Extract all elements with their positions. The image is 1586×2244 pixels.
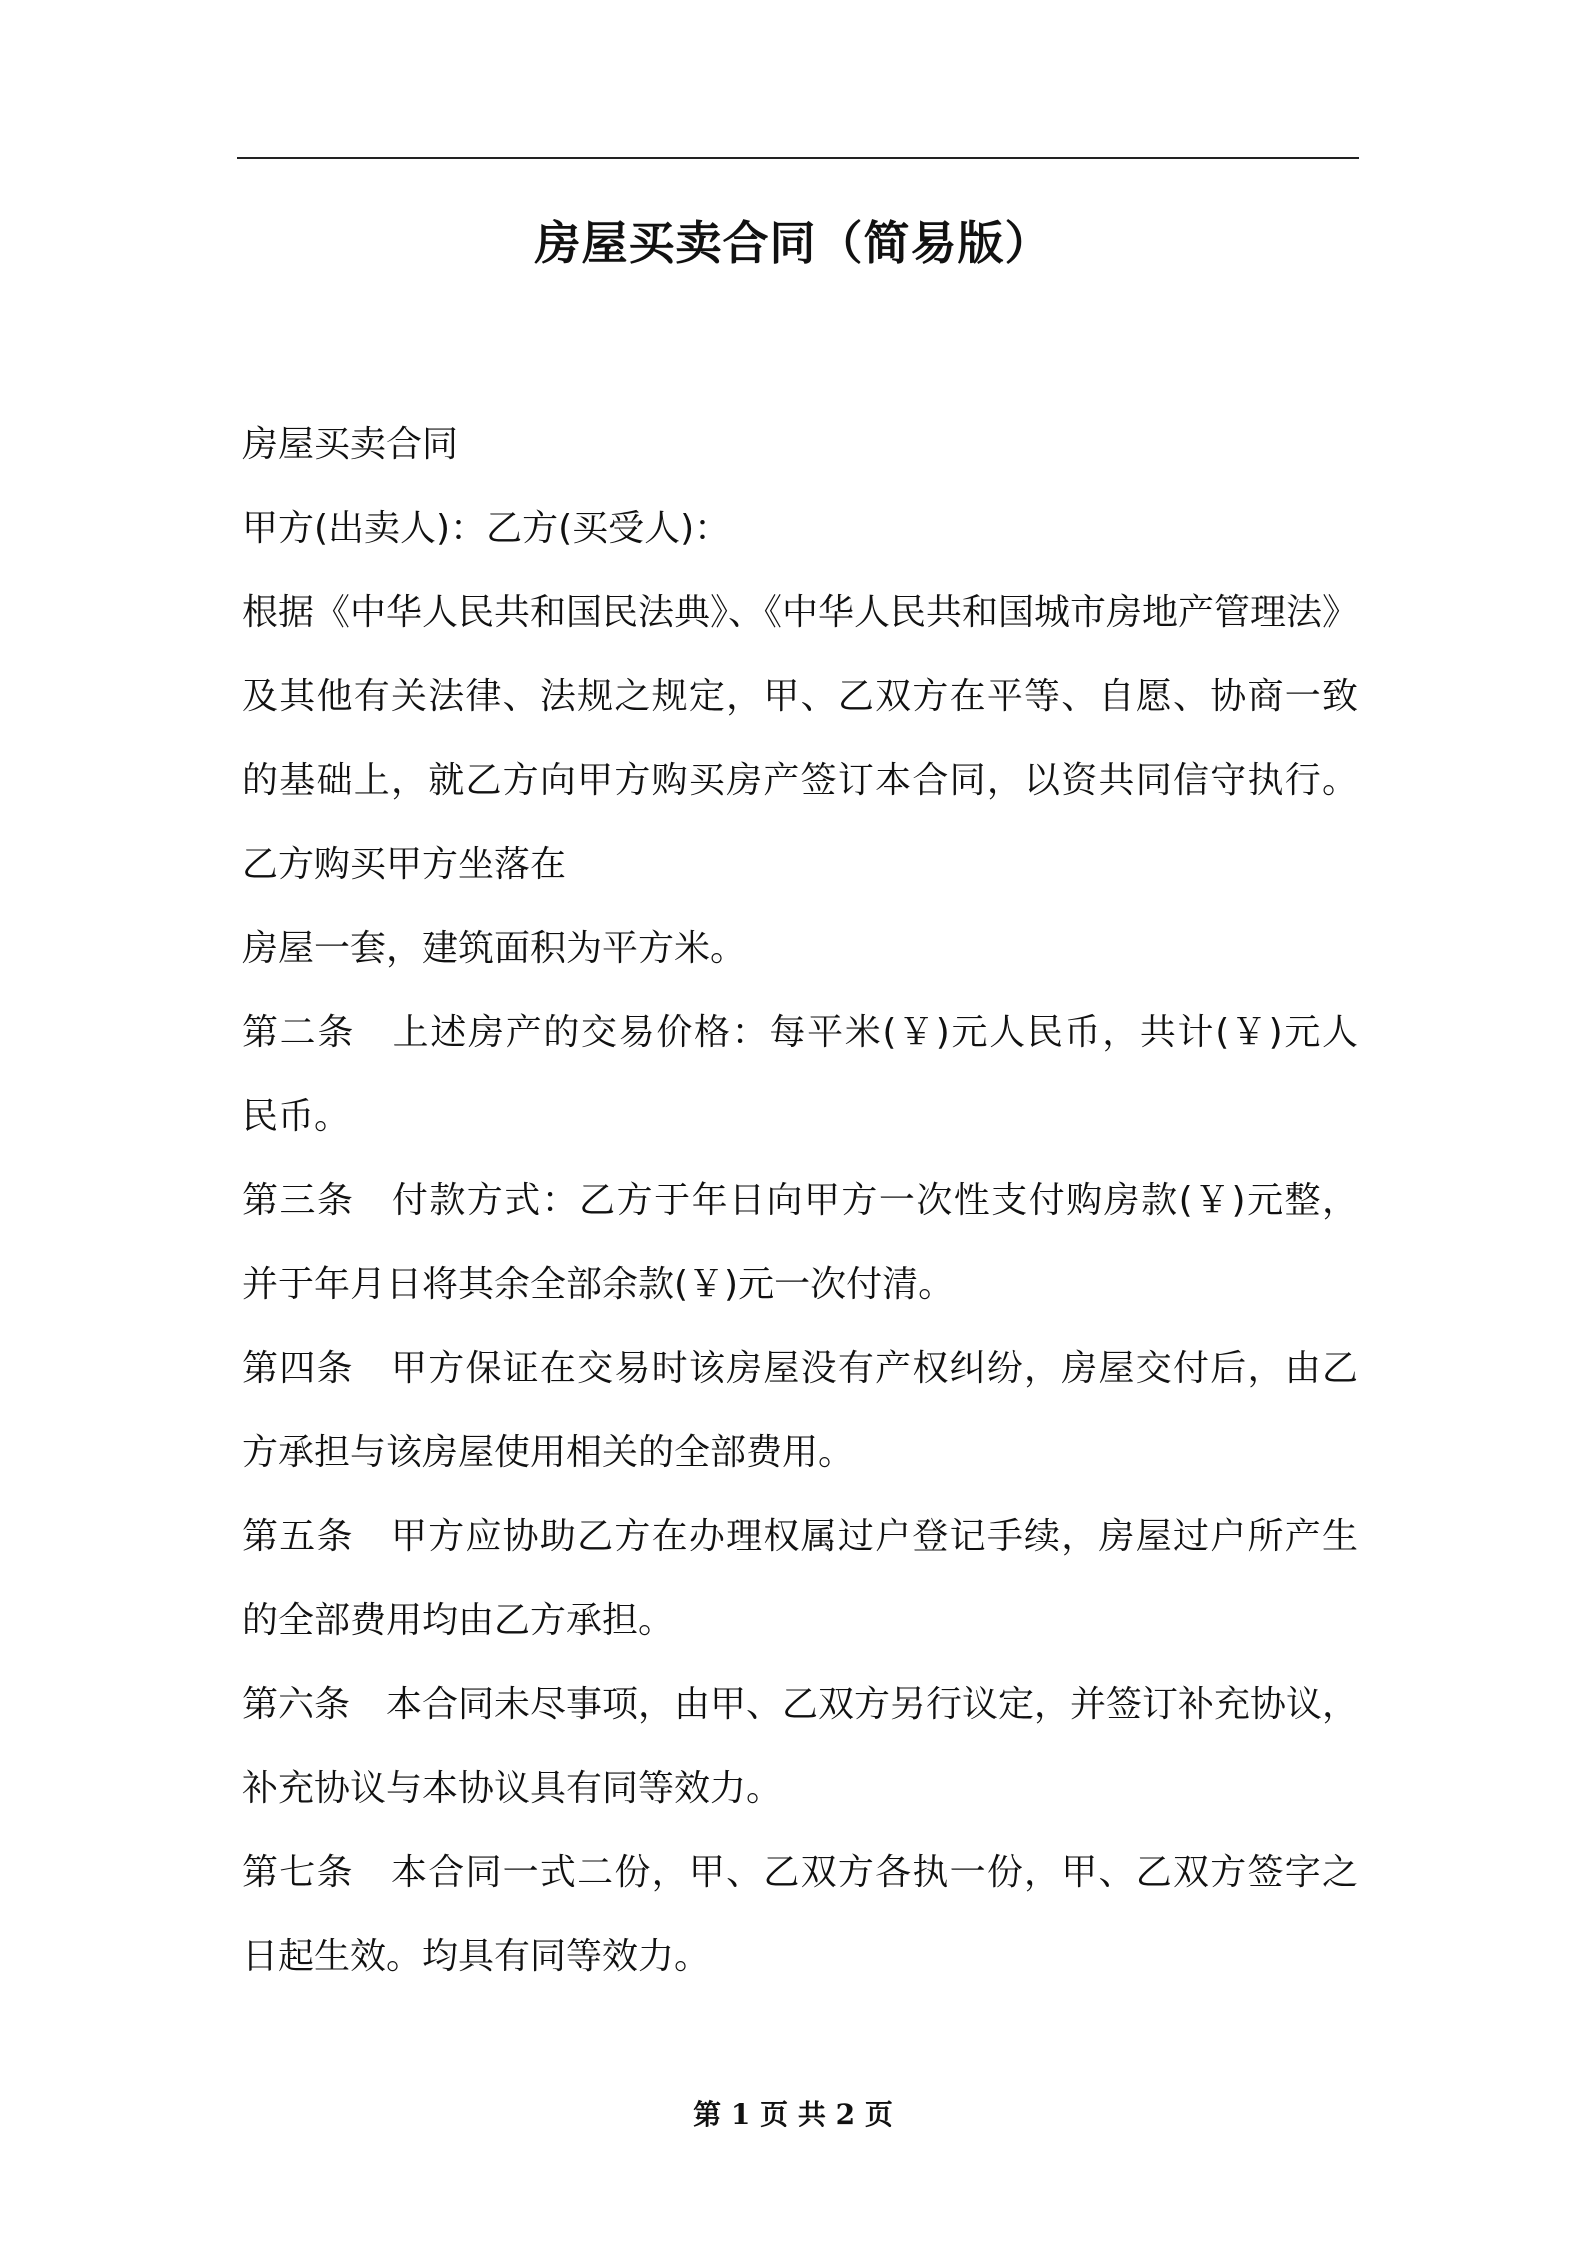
clause-6-line: 补充协议与本协议具有同等效力。 [242, 1768, 783, 1809]
contract-body [242, 403, 1358, 1999]
clause-2-line: 第二条 上述房产的交易价格：每平米(￥)元人民币，共计(￥)元人 [242, 1012, 1358, 1053]
clause-3-line: 第三条 付款方式：乙方于年日向甲方一次性支付购房款(￥)元整， [242, 1180, 1358, 1221]
clause-5-line: 的全部费用均由乙方承担。 [242, 1600, 675, 1641]
clause-7-line: 日起生效。均具有同等效力。 [242, 1936, 711, 1977]
clause-3-line: 并于年月日将其余全部余款(￥)元一次付清。 [242, 1264, 955, 1305]
body-line: 房屋一套，建筑面积为平方米。 [242, 928, 747, 969]
page-number: 第 1 页 共 2 页 [693, 2098, 893, 2131]
body-line: 甲方(出卖人)：乙方(买受人)： [242, 508, 731, 549]
clause-5-line: 第五条 甲方应协助乙方在办理权属过户登记手续，房屋过户所产生 [242, 1516, 1358, 1557]
clause-6-line: 第六条 本合同未尽事项，由甲、乙双方另行议定，并签订补充协议， [242, 1684, 1359, 1725]
header-rule [237, 157, 1359, 159]
body-line: 的基础上，就乙方向甲方购买房产签订本合同，以资共同信守执行。 [242, 760, 1358, 801]
clause-4-line: 方承担与该房屋使用相关的全部费用。 [242, 1432, 855, 1473]
body-line: 房屋买卖合同 [242, 424, 459, 465]
body-line: 乙方购买甲方坐落在 [242, 844, 567, 885]
body-line: 及其他有关法律、法规之规定，甲、乙双方在平等、自愿、协商一致 [242, 676, 1358, 717]
document-title: 房屋买卖合同（简易版） [534, 216, 1052, 270]
clause-4-line: 第四条 甲方保证在交易时该房屋没有产权纠纷，房屋交付后，由乙 [242, 1348, 1358, 1389]
clause-2-line: 民币。 [242, 1096, 351, 1137]
clause-7-line: 第七条 本合同一式二份，甲、乙双方各执一份，甲、乙双方签字之 [242, 1852, 1358, 1893]
body-line: 根据《中华人民共和国民法典》、《中华人民共和国城市房地产管理法》 [242, 592, 1359, 633]
